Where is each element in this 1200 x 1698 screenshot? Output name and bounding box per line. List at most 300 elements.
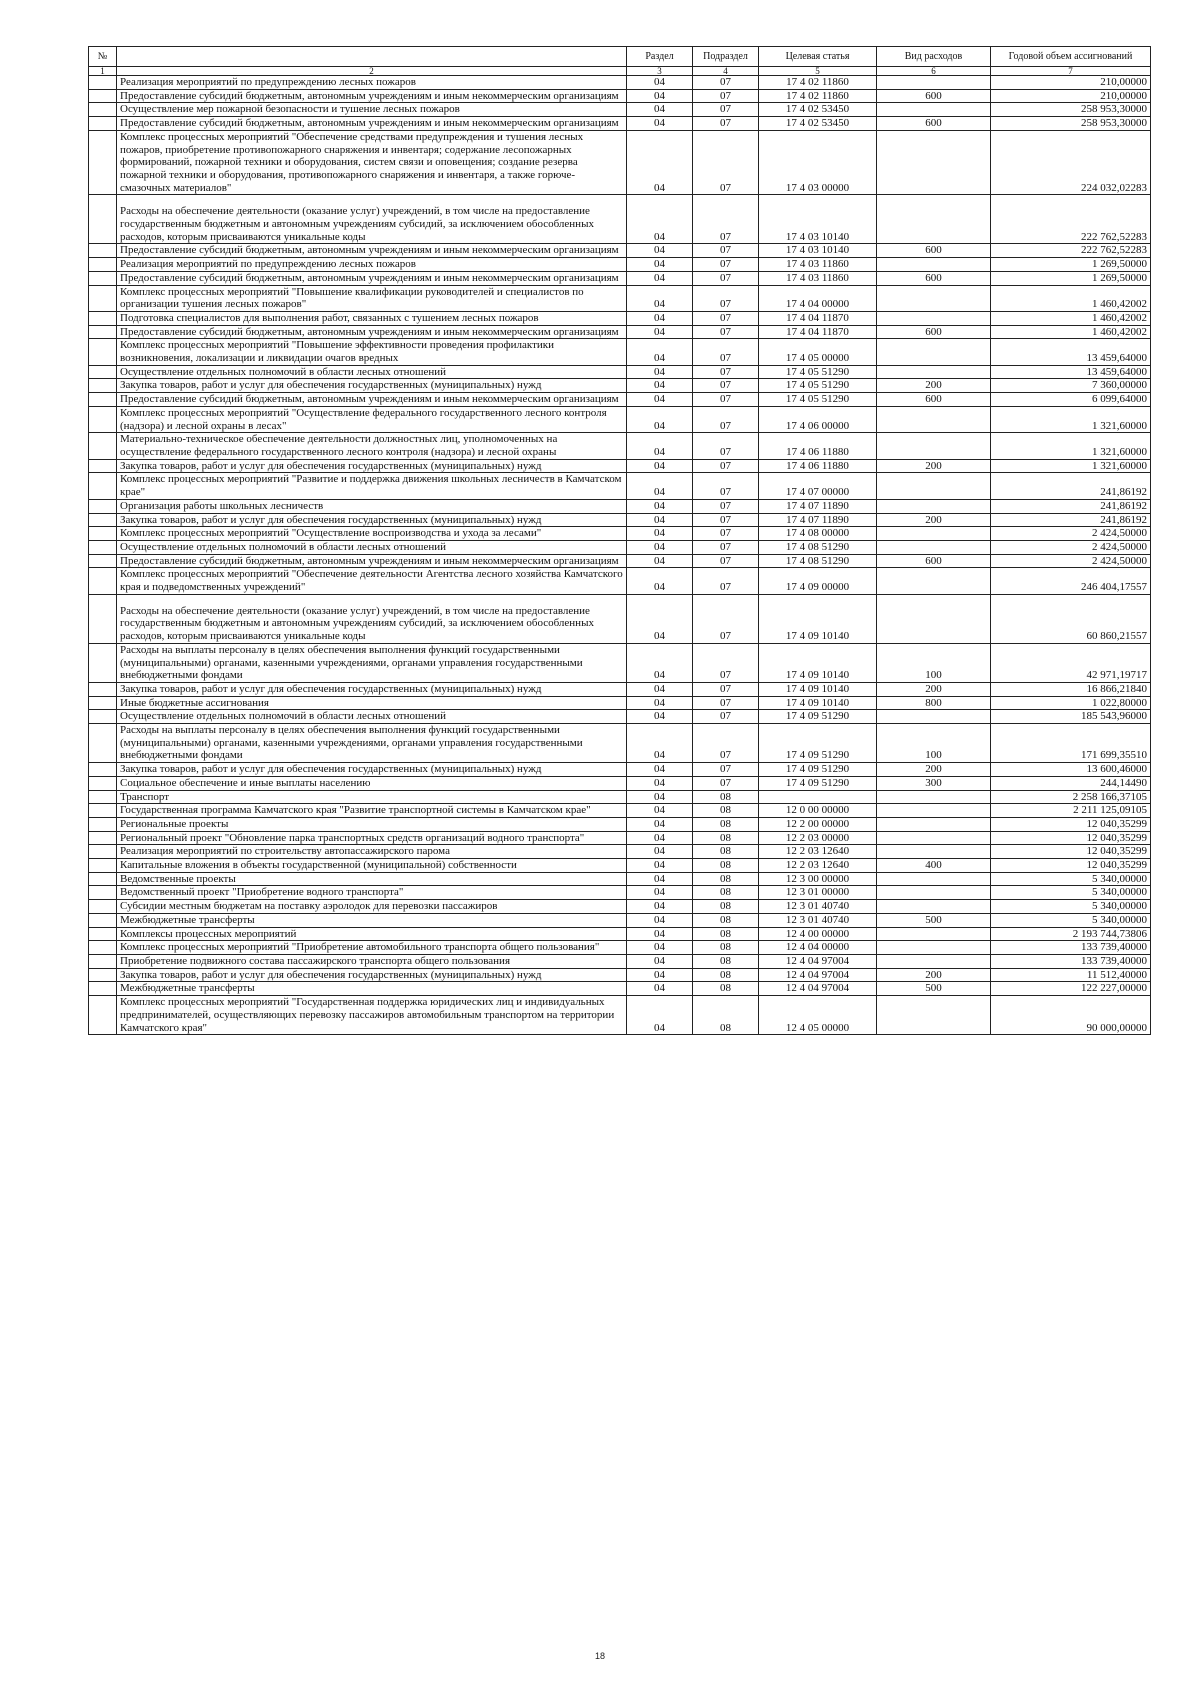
cell-podrazdel: 08 bbox=[693, 996, 759, 1035]
cell-razdel: 04 bbox=[627, 89, 693, 103]
cell-num bbox=[89, 339, 117, 365]
cell-celevaya: 17 4 03 11860 bbox=[759, 258, 877, 272]
cell-vid bbox=[877, 710, 991, 724]
cell-summa: 2 258 166,37105 bbox=[991, 790, 1151, 804]
cell-num bbox=[89, 955, 117, 969]
cell-podrazdel: 08 bbox=[693, 968, 759, 982]
cell-summa: 12 040,35299 bbox=[991, 831, 1151, 845]
cell-podrazdel: 07 bbox=[693, 710, 759, 724]
cell-celevaya: 17 4 09 51290 bbox=[759, 710, 877, 724]
cell-name: Осуществление отдельных полномочий в области лесных отношений bbox=[117, 710, 627, 724]
table-row bbox=[89, 459, 1151, 473]
cell-podrazdel: 08 bbox=[693, 859, 759, 873]
cell-summa: 258 953,30000 bbox=[991, 103, 1151, 117]
cell-summa: 2 193 744,73806 bbox=[991, 927, 1151, 941]
cell-vid: 600 bbox=[877, 89, 991, 103]
cell-celevaya: 12 4 04 97004 bbox=[759, 955, 877, 969]
cell-summa: 171 699,35510 bbox=[991, 724, 1151, 763]
table-row bbox=[89, 285, 1151, 311]
cell-summa: 5 340,00000 bbox=[991, 872, 1151, 886]
table-row bbox=[89, 339, 1151, 365]
table-row bbox=[89, 379, 1151, 393]
cell-vid bbox=[877, 817, 991, 831]
cell-razdel: 04 bbox=[627, 433, 693, 459]
cell-podrazdel: 07 bbox=[693, 406, 759, 432]
cell-num bbox=[89, 311, 117, 325]
table-row bbox=[89, 982, 1151, 996]
cell-razdel: 04 bbox=[627, 195, 693, 244]
table-row bbox=[89, 103, 1151, 117]
cell-razdel: 04 bbox=[627, 682, 693, 696]
cell-podrazdel: 07 bbox=[693, 130, 759, 195]
cell-celevaya: 17 4 09 10140 bbox=[759, 643, 877, 682]
cell-num bbox=[89, 594, 117, 643]
table-row bbox=[89, 682, 1151, 696]
cell-podrazdel: 08 bbox=[693, 982, 759, 996]
cell-celevaya: 17 4 07 11890 bbox=[759, 499, 877, 513]
cell-name: Государственная программа Камчатского края "Развитие транспортной системы в Камчатском крае" bbox=[117, 804, 627, 818]
cell-vid bbox=[877, 996, 991, 1035]
cell-podrazdel: 08 bbox=[693, 817, 759, 831]
cell-podrazdel: 07 bbox=[693, 285, 759, 311]
cell-num bbox=[89, 527, 117, 541]
cell-name: Межбюджетные трансферты bbox=[117, 982, 627, 996]
table-row bbox=[89, 365, 1151, 379]
cell-razdel: 04 bbox=[627, 285, 693, 311]
cell-summa: 1 269,50000 bbox=[991, 258, 1151, 272]
cell-podrazdel: 07 bbox=[693, 325, 759, 339]
cell-celevaya: 17 4 09 51290 bbox=[759, 776, 877, 790]
cell-name: Закупка товаров, работ и услуг для обеспечения государственных (муниципальных) нужд bbox=[117, 763, 627, 777]
cell-name: Ведомственные проекты bbox=[117, 872, 627, 886]
cell-num bbox=[89, 285, 117, 311]
cell-name: Субсидии местным бюджетам на поставку аэролодок для перевозки пассажиров bbox=[117, 900, 627, 914]
cell-razdel: 04 bbox=[627, 710, 693, 724]
cell-razdel: 04 bbox=[627, 845, 693, 859]
cell-name: Реализация мероприятий по строительству автопассажирского парома bbox=[117, 845, 627, 859]
cell-vid bbox=[877, 540, 991, 554]
table-row bbox=[89, 696, 1151, 710]
cell-num bbox=[89, 473, 117, 499]
budget-page bbox=[88, 46, 1150, 1035]
cell-razdel: 04 bbox=[627, 568, 693, 594]
cell-name: Расходы на выплаты персоналу в целях обеспечения выполнения функций государственными (муниципальными) органами, казенными учреждениями, органами управления государственными внебюджетными фондами bbox=[117, 724, 627, 763]
cell-vid: 600 bbox=[877, 244, 991, 258]
cell-podrazdel: 08 bbox=[693, 831, 759, 845]
cell-podrazdel: 07 bbox=[693, 696, 759, 710]
cell-vid bbox=[877, 499, 991, 513]
table-row bbox=[89, 817, 1151, 831]
cell-name: Комплекс процессных мероприятий "Осуществление воспроизводства и ухода за лесами" bbox=[117, 527, 627, 541]
cell-podrazdel: 07 bbox=[693, 244, 759, 258]
cell-celevaya: 17 4 07 11890 bbox=[759, 513, 877, 527]
cell-num bbox=[89, 886, 117, 900]
cell-summa: 246 404,17557 bbox=[991, 568, 1151, 594]
cell-summa: 185 543,96000 bbox=[991, 710, 1151, 724]
cell-summa: 6 099,64000 bbox=[991, 393, 1151, 407]
cell-vid bbox=[877, 872, 991, 886]
cell-celevaya: 17 4 03 11860 bbox=[759, 271, 877, 285]
cell-razdel: 04 bbox=[627, 968, 693, 982]
cell-num bbox=[89, 817, 117, 831]
cell-podrazdel: 07 bbox=[693, 271, 759, 285]
header-celevaya: Целевая статья bbox=[759, 47, 877, 67]
cell-podrazdel: 07 bbox=[693, 643, 759, 682]
cell-celevaya: 17 4 03 10140 bbox=[759, 195, 877, 244]
cell-name: Капитальные вложения в объекты государственной (муниципальной) собственности bbox=[117, 859, 627, 873]
cell-celevaya: 17 4 02 11860 bbox=[759, 89, 877, 103]
cell-celevaya: 17 4 06 00000 bbox=[759, 406, 877, 432]
cell-vid: 200 bbox=[877, 968, 991, 982]
cell-celevaya: 17 4 06 11880 bbox=[759, 433, 877, 459]
cell-celevaya: 12 3 01 00000 bbox=[759, 886, 877, 900]
table-row bbox=[89, 724, 1151, 763]
table-row bbox=[89, 393, 1151, 407]
table-row bbox=[89, 406, 1151, 432]
cell-podrazdel: 07 bbox=[693, 103, 759, 117]
cell-vid: 600 bbox=[877, 393, 991, 407]
cell-podrazdel: 07 bbox=[693, 195, 759, 244]
cell-summa: 12 040,35299 bbox=[991, 817, 1151, 831]
cell-podrazdel: 07 bbox=[693, 540, 759, 554]
cell-name: Закупка товаров, работ и услуг для обеспечения государственных (муниципальных) нужд bbox=[117, 682, 627, 696]
table-row bbox=[89, 244, 1151, 258]
cell-num bbox=[89, 696, 117, 710]
cell-num bbox=[89, 568, 117, 594]
cell-num bbox=[89, 258, 117, 272]
cell-razdel: 04 bbox=[627, 339, 693, 365]
cell-podrazdel: 08 bbox=[693, 872, 759, 886]
cell-num bbox=[89, 433, 117, 459]
cell-podrazdel: 07 bbox=[693, 724, 759, 763]
cell-vid bbox=[877, 258, 991, 272]
cell-vid bbox=[877, 527, 991, 541]
table-row bbox=[89, 76, 1151, 90]
header-index-5: 5 bbox=[759, 67, 877, 76]
cell-vid bbox=[877, 339, 991, 365]
cell-celevaya: 17 4 05 00000 bbox=[759, 339, 877, 365]
cell-celevaya: 12 4 04 00000 bbox=[759, 941, 877, 955]
table-row bbox=[89, 996, 1151, 1035]
cell-vid: 500 bbox=[877, 913, 991, 927]
cell-name: Осуществление отдельных полномочий в области лесных отношений bbox=[117, 365, 627, 379]
cell-vid bbox=[877, 804, 991, 818]
header-index-3: 3 bbox=[627, 67, 693, 76]
cell-num bbox=[89, 982, 117, 996]
cell-summa: 12 040,35299 bbox=[991, 859, 1151, 873]
cell-razdel: 04 bbox=[627, 406, 693, 432]
cell-summa: 2 424,50000 bbox=[991, 540, 1151, 554]
cell-num bbox=[89, 103, 117, 117]
cell-razdel: 04 bbox=[627, 900, 693, 914]
cell-podrazdel: 07 bbox=[693, 339, 759, 365]
table-row bbox=[89, 325, 1151, 339]
cell-razdel: 04 bbox=[627, 117, 693, 131]
cell-summa: 2 424,50000 bbox=[991, 527, 1151, 541]
cell-summa: 2 424,50000 bbox=[991, 554, 1151, 568]
cell-celevaya: 12 0 00 00000 bbox=[759, 804, 877, 818]
cell-summa: 11 512,40000 bbox=[991, 968, 1151, 982]
cell-razdel: 04 bbox=[627, 955, 693, 969]
cell-celevaya: 17 4 05 51290 bbox=[759, 379, 877, 393]
cell-vid bbox=[877, 955, 991, 969]
table-row bbox=[89, 900, 1151, 914]
cell-razdel: 04 bbox=[627, 872, 693, 886]
cell-num bbox=[89, 927, 117, 941]
cell-podrazdel: 07 bbox=[693, 379, 759, 393]
cell-vid: 100 bbox=[877, 724, 991, 763]
cell-vid: 600 bbox=[877, 271, 991, 285]
cell-razdel: 04 bbox=[627, 554, 693, 568]
cell-summa: 2 211 125,09105 bbox=[991, 804, 1151, 818]
header-vid: Вид расходов bbox=[877, 47, 991, 67]
cell-podrazdel: 07 bbox=[693, 513, 759, 527]
cell-razdel: 04 bbox=[627, 271, 693, 285]
cell-podrazdel: 07 bbox=[693, 763, 759, 777]
cell-num bbox=[89, 325, 117, 339]
cell-num bbox=[89, 271, 117, 285]
cell-vid bbox=[877, 790, 991, 804]
cell-razdel: 04 bbox=[627, 311, 693, 325]
header-index-6: 6 bbox=[877, 67, 991, 76]
cell-razdel: 04 bbox=[627, 244, 693, 258]
table-row bbox=[89, 527, 1151, 541]
cell-podrazdel: 08 bbox=[693, 955, 759, 969]
cell-celevaya: 12 4 04 97004 bbox=[759, 982, 877, 996]
cell-vid bbox=[877, 473, 991, 499]
cell-vid bbox=[877, 311, 991, 325]
cell-vid bbox=[877, 831, 991, 845]
cell-num bbox=[89, 76, 117, 90]
cell-num bbox=[89, 499, 117, 513]
cell-summa: 1 269,50000 bbox=[991, 271, 1151, 285]
cell-razdel: 04 bbox=[627, 76, 693, 90]
cell-summa: 7 360,00000 bbox=[991, 379, 1151, 393]
cell-razdel: 04 bbox=[627, 130, 693, 195]
table-row bbox=[89, 499, 1151, 513]
cell-vid bbox=[877, 900, 991, 914]
cell-summa: 5 340,00000 bbox=[991, 913, 1151, 927]
table-row bbox=[89, 845, 1151, 859]
cell-summa: 42 971,19717 bbox=[991, 643, 1151, 682]
cell-summa: 224 032,02283 bbox=[991, 130, 1151, 195]
cell-podrazdel: 08 bbox=[693, 927, 759, 941]
table-row bbox=[89, 790, 1151, 804]
cell-razdel: 04 bbox=[627, 459, 693, 473]
cell-celevaya bbox=[759, 790, 877, 804]
table-row bbox=[89, 594, 1151, 643]
header-podrazdel: Подраздел bbox=[693, 47, 759, 67]
cell-summa: 1 460,42002 bbox=[991, 325, 1151, 339]
cell-podrazdel: 07 bbox=[693, 682, 759, 696]
cell-razdel: 04 bbox=[627, 790, 693, 804]
cell-num bbox=[89, 710, 117, 724]
cell-vid bbox=[877, 568, 991, 594]
cell-podrazdel: 08 bbox=[693, 886, 759, 900]
cell-num bbox=[89, 682, 117, 696]
table-row bbox=[89, 968, 1151, 982]
cell-celevaya: 12 4 00 00000 bbox=[759, 927, 877, 941]
table-row bbox=[89, 763, 1151, 777]
cell-podrazdel: 07 bbox=[693, 527, 759, 541]
cell-summa: 210,00000 bbox=[991, 89, 1151, 103]
cell-celevaya: 12 2 03 00000 bbox=[759, 831, 877, 845]
cell-num bbox=[89, 554, 117, 568]
cell-razdel: 04 bbox=[627, 594, 693, 643]
cell-razdel: 04 bbox=[627, 886, 693, 900]
table-row bbox=[89, 872, 1151, 886]
cell-name: Комплекс процессных мероприятий "Государственная поддержка юридических лиц и индивидуальных предпринимателей, осуществляющих перевозку пассажиров автомобильным транспортом на территории Камчатского края" bbox=[117, 996, 627, 1035]
cell-name: Комплекс процессных мероприятий "Обеспечение средствами предупреждения и тушения лесных пожаров, приобретение противопожарного снаряжения и инвентаря; содержание лесопожарных формирований, пожарной техники и оборудования, систем связи и оповещения; создание резерва пожарной техники и оборудования, противопожарного снаряжения и инвентаря, а также горюче-смазочных материалов" bbox=[117, 130, 627, 195]
cell-summa: 5 340,00000 bbox=[991, 886, 1151, 900]
cell-name: Предоставление субсидий бюджетным, автономным учреждениям и иным некоммерческим организациям bbox=[117, 271, 627, 285]
cell-podrazdel: 07 bbox=[693, 459, 759, 473]
header-index-1: 1 bbox=[89, 67, 117, 76]
table-row bbox=[89, 433, 1151, 459]
table-row bbox=[89, 941, 1151, 955]
cell-name: Закупка товаров, работ и услуг для обеспечения государственных (муниципальных) нужд bbox=[117, 379, 627, 393]
cell-name: Иные бюджетные ассигнования bbox=[117, 696, 627, 710]
cell-num bbox=[89, 89, 117, 103]
cell-razdel: 04 bbox=[627, 696, 693, 710]
cell-num bbox=[89, 379, 117, 393]
cell-summa: 241,86192 bbox=[991, 473, 1151, 499]
cell-summa: 90 000,00000 bbox=[991, 996, 1151, 1035]
cell-celevaya: 12 3 01 40740 bbox=[759, 900, 877, 914]
header-num: № bbox=[89, 47, 117, 67]
cell-name: Региональный проект "Обновление парка транспортных средств организаций водного транспорта" bbox=[117, 831, 627, 845]
cell-vid: 200 bbox=[877, 459, 991, 473]
cell-num bbox=[89, 804, 117, 818]
table-row bbox=[89, 913, 1151, 927]
cell-name: Расходы на обеспечение деятельности (оказание услуг) учреждений, в том числе на предоставление государственным бюджетным и автономным учреждениям субсидий, за исключением обособленных расходов, которым присваиваются уникальные коды bbox=[117, 594, 627, 643]
cell-num bbox=[89, 365, 117, 379]
table-row bbox=[89, 130, 1151, 195]
cell-summa: 222 762,52283 bbox=[991, 244, 1151, 258]
cell-summa: 16 866,21840 bbox=[991, 682, 1151, 696]
cell-celevaya: 12 4 05 00000 bbox=[759, 996, 877, 1035]
table-row bbox=[89, 927, 1151, 941]
cell-vid bbox=[877, 365, 991, 379]
cell-celevaya: 17 4 05 51290 bbox=[759, 365, 877, 379]
cell-podrazdel: 08 bbox=[693, 790, 759, 804]
table-row bbox=[89, 195, 1151, 244]
cell-summa: 241,86192 bbox=[991, 513, 1151, 527]
table-row bbox=[89, 117, 1151, 131]
cell-name: Закупка товаров, работ и услуг для обеспечения государственных (муниципальных) нужд bbox=[117, 968, 627, 982]
cell-celevaya: 17 4 04 00000 bbox=[759, 285, 877, 311]
cell-num bbox=[89, 513, 117, 527]
cell-summa: 133 739,40000 bbox=[991, 941, 1151, 955]
cell-celevaya: 17 4 09 10140 bbox=[759, 682, 877, 696]
cell-num bbox=[89, 117, 117, 131]
cell-vid: 600 bbox=[877, 117, 991, 131]
cell-name: Межбюджетные трансферты bbox=[117, 913, 627, 927]
cell-num bbox=[89, 859, 117, 873]
cell-celevaya: 12 2 03 12640 bbox=[759, 845, 877, 859]
cell-razdel: 04 bbox=[627, 927, 693, 941]
cell-razdel: 04 bbox=[627, 379, 693, 393]
cell-razdel: 04 bbox=[627, 540, 693, 554]
table-header bbox=[89, 47, 1151, 76]
cell-summa: 244,14490 bbox=[991, 776, 1151, 790]
cell-name: Транспорт bbox=[117, 790, 627, 804]
cell-summa: 1 022,80000 bbox=[991, 696, 1151, 710]
cell-vid: 100 bbox=[877, 643, 991, 682]
cell-podrazdel: 07 bbox=[693, 554, 759, 568]
table-row bbox=[89, 473, 1151, 499]
cell-summa: 241,86192 bbox=[991, 499, 1151, 513]
cell-razdel: 04 bbox=[627, 817, 693, 831]
table-row bbox=[89, 804, 1151, 818]
table-row bbox=[89, 540, 1151, 554]
cell-celevaya: 17 4 02 53450 bbox=[759, 103, 877, 117]
cell-name: Предоставление субсидий бюджетным, автономным учреждениям и иным некоммерческим организациям bbox=[117, 117, 627, 131]
cell-vid bbox=[877, 927, 991, 941]
cell-razdel: 04 bbox=[627, 473, 693, 499]
cell-razdel: 04 bbox=[627, 724, 693, 763]
cell-celevaya: 17 4 09 00000 bbox=[759, 568, 877, 594]
cell-vid: 500 bbox=[877, 982, 991, 996]
page-number: 18 bbox=[594, 1651, 605, 1661]
table-row bbox=[89, 886, 1151, 900]
cell-num bbox=[89, 244, 117, 258]
cell-celevaya: 17 4 02 11860 bbox=[759, 76, 877, 90]
cell-celevaya: 17 4 09 51290 bbox=[759, 763, 877, 777]
cell-vid bbox=[877, 103, 991, 117]
cell-podrazdel: 07 bbox=[693, 473, 759, 499]
cell-name: Предоставление субсидий бюджетным, автономным учреждениям и иным некоммерческим организациям bbox=[117, 89, 627, 103]
cell-vid: 300 bbox=[877, 776, 991, 790]
cell-name: Комплекс процессных мероприятий "Повышение эффективности проведения профилактики возникновения, локализации и ликвидации очагов вредных bbox=[117, 339, 627, 365]
cell-summa: 1 460,42002 bbox=[991, 285, 1151, 311]
cell-podrazdel: 07 bbox=[693, 393, 759, 407]
cell-razdel: 04 bbox=[627, 103, 693, 117]
cell-celevaya: 17 4 08 51290 bbox=[759, 554, 877, 568]
cell-name: Закупка товаров, работ и услуг для обеспечения государственных (муниципальных) нужд bbox=[117, 513, 627, 527]
cell-razdel: 04 bbox=[627, 513, 693, 527]
cell-podrazdel: 07 bbox=[693, 776, 759, 790]
cell-celevaya: 12 4 04 97004 bbox=[759, 968, 877, 982]
table-row bbox=[89, 710, 1151, 724]
cell-vid bbox=[877, 130, 991, 195]
cell-celevaya: 17 4 07 00000 bbox=[759, 473, 877, 499]
cell-podrazdel: 07 bbox=[693, 89, 759, 103]
cell-vid: 200 bbox=[877, 513, 991, 527]
cell-celevaya: 12 2 03 12640 bbox=[759, 859, 877, 873]
cell-name: Реализация мероприятий по предупреждению лесных пожаров bbox=[117, 258, 627, 272]
cell-name: Расходы на выплаты персоналу в целях обеспечения выполнения функций государственными (муниципальными) органами, казенными учреждениями, органами управления государственными внебюджетными фондами bbox=[117, 643, 627, 682]
cell-podrazdel: 07 bbox=[693, 433, 759, 459]
cell-num bbox=[89, 195, 117, 244]
cell-razdel: 04 bbox=[627, 527, 693, 541]
cell-name: Предоставление субсидий бюджетным, автономным учреждениям и иным некоммерческим организациям bbox=[117, 393, 627, 407]
cell-summa: 60 860,21557 bbox=[991, 594, 1151, 643]
cell-num bbox=[89, 130, 117, 195]
cell-name: Комплекс процессных мероприятий "Обеспечение деятельности Агентства лесного хозяйства Камчатского края и подведомственных учреждений" bbox=[117, 568, 627, 594]
cell-summa: 258 953,30000 bbox=[991, 117, 1151, 131]
cell-num bbox=[89, 724, 117, 763]
cell-summa: 133 739,40000 bbox=[991, 955, 1151, 969]
header-index-4: 4 bbox=[693, 67, 759, 76]
cell-razdel: 04 bbox=[627, 499, 693, 513]
table-row bbox=[89, 831, 1151, 845]
cell-summa: 5 340,00000 bbox=[991, 900, 1151, 914]
cell-podrazdel: 08 bbox=[693, 804, 759, 818]
cell-celevaya: 12 3 01 40740 bbox=[759, 913, 877, 927]
table-row bbox=[89, 955, 1151, 969]
cell-name: Закупка товаров, работ и услуг для обеспечения государственных (муниципальных) нужд bbox=[117, 459, 627, 473]
